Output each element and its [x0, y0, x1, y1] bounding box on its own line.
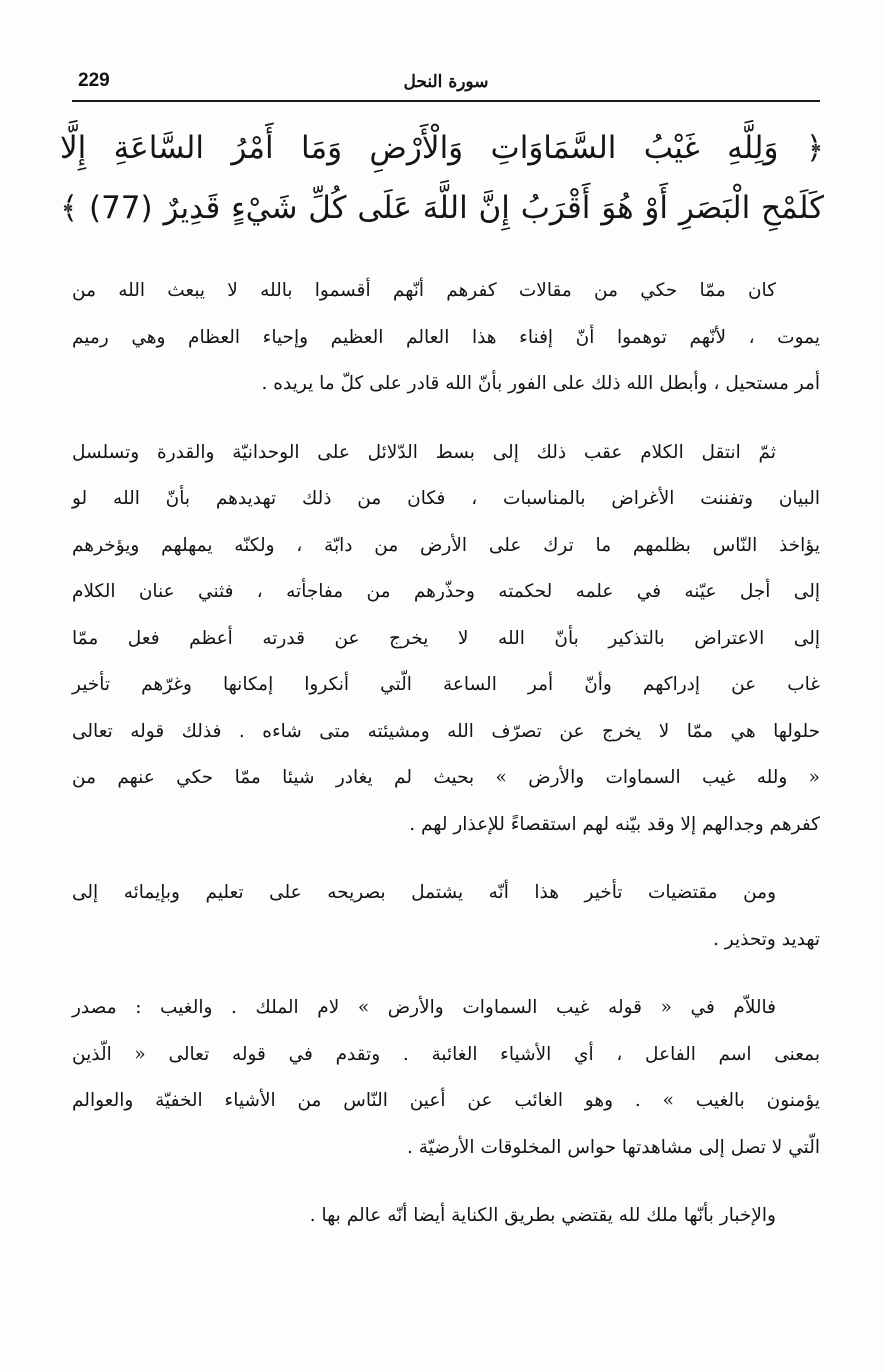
text-line: يموت ، لأنّهم توهموا أنّ إفناء هذا العالم العظيم وإحياء العظام وهي رميم: [72, 326, 820, 348]
surah-title: سورة النحل: [403, 72, 489, 92]
text-line: والإخبار بأنّها ملك لله يقتضي بطريق الكناية أيضا أنّه عالم بها .: [309, 1205, 776, 1226]
paragraph: [72, 430, 820, 849]
paragraph: [72, 268, 820, 408]
text-line: ومن مقتضيات تأخير هذا أنّه يشتمل بصريحه على تعليم وبإيمائه إلى: [72, 882, 776, 903]
text-line: بمعنى اسم الفاعل ، أي الأشياء الغائبة . وتقدم في قوله تعالى « الّذين: [72, 1043, 820, 1065]
text-line: تهديد وتحذير .: [713, 928, 820, 950]
text-line: الّتي لا تصل إلى مشاهدتها حواس المخلوقات الأرضيّة .: [406, 1136, 820, 1158]
text-line: ثمّ انتقل الكلام عقب ذلك إلى بسط الدّلائل على الوحدانيّة والقدرة وتسلسل: [72, 441, 776, 463]
text-line: إلى الاعتراض بالتذكير بأنّ الله لا يخرج عن قدرته أعظم فعل ممّا: [72, 627, 820, 649]
text-line: فاللاّم في « قوله غيب السماوات والأرض » لام الملك . والغيب : مصدر: [72, 997, 776, 1018]
header-divider: [72, 100, 820, 102]
text-line: يؤاخذ النّاس بظلمهم ما ترك على الأرض من دابّة ، ولكنّه يمهلهم ويؤخرهم: [72, 534, 820, 556]
text-line: « ولله غيب السماوات والأرض » بحيث لم يغادر شيئا ممّا حكي عنهم من: [72, 767, 820, 788]
text-line: يؤمنون بالغيب » . وهو الغائب عن أعين النّاس من الأشياء الخفيّة والعوالم: [72, 1090, 820, 1111]
text-line: كان ممّا حكي من مقالات كفرهم أنّهم أقسموا بالله لا يبعث الله من: [72, 280, 776, 301]
paragraph: [72, 870, 820, 963]
verse-line: ﴿ وَلِلَّهِ غَيْبُ السَّمَاوَاتِ وَالْأَرْضِ وَمَا أَمْرُ السَّاعَةِ إِلَّا: [60, 130, 824, 166]
text-line: حلولها هي ممّا لا يخرج عن تصرّف الله ومشيئته متى شاءه . فذلك قوله تعالى: [72, 720, 820, 742]
quran-verse: [60, 118, 824, 238]
text-line: كفرهم وجدالهم إلا وقد بيّنه لهم استقصاءً للإعذار لهم .: [409, 813, 820, 835]
text-line: أمر مستحيل ، وأبطل الله ذلك على الفور بأنّ الله قادر على كلّ ما يريده .: [261, 373, 820, 394]
commentary-text: [72, 268, 820, 1262]
paragraph: [72, 985, 820, 1171]
paragraph: [72, 1193, 820, 1240]
text-line: إلى أجل عيّنه في علمه لحكمته وحذّرهم من مفاجأته ، فثني عنان الكلام: [72, 581, 820, 602]
text-line: البيان وتفننت الأغراض بالمناسبات ، فكان من ذلك تهديدهم بأنّ الله لو: [72, 488, 820, 509]
verse-line: كَلَمْحِ الْبَصَرِ أَوْ هُوَ أَقْرَبُ إِنَّ اللَّهَ عَلَى كُلِّ شَيْءٍ قَدِيرٌ (77) ﴾: [60, 190, 824, 226]
page-header: [72, 62, 820, 102]
page-number: 229: [78, 70, 110, 91]
text-line: غاب عن إدراكهم وأنّ أمر الساعة الّتي أنكروا إمكانها وغرّهم تأخير: [72, 674, 820, 695]
